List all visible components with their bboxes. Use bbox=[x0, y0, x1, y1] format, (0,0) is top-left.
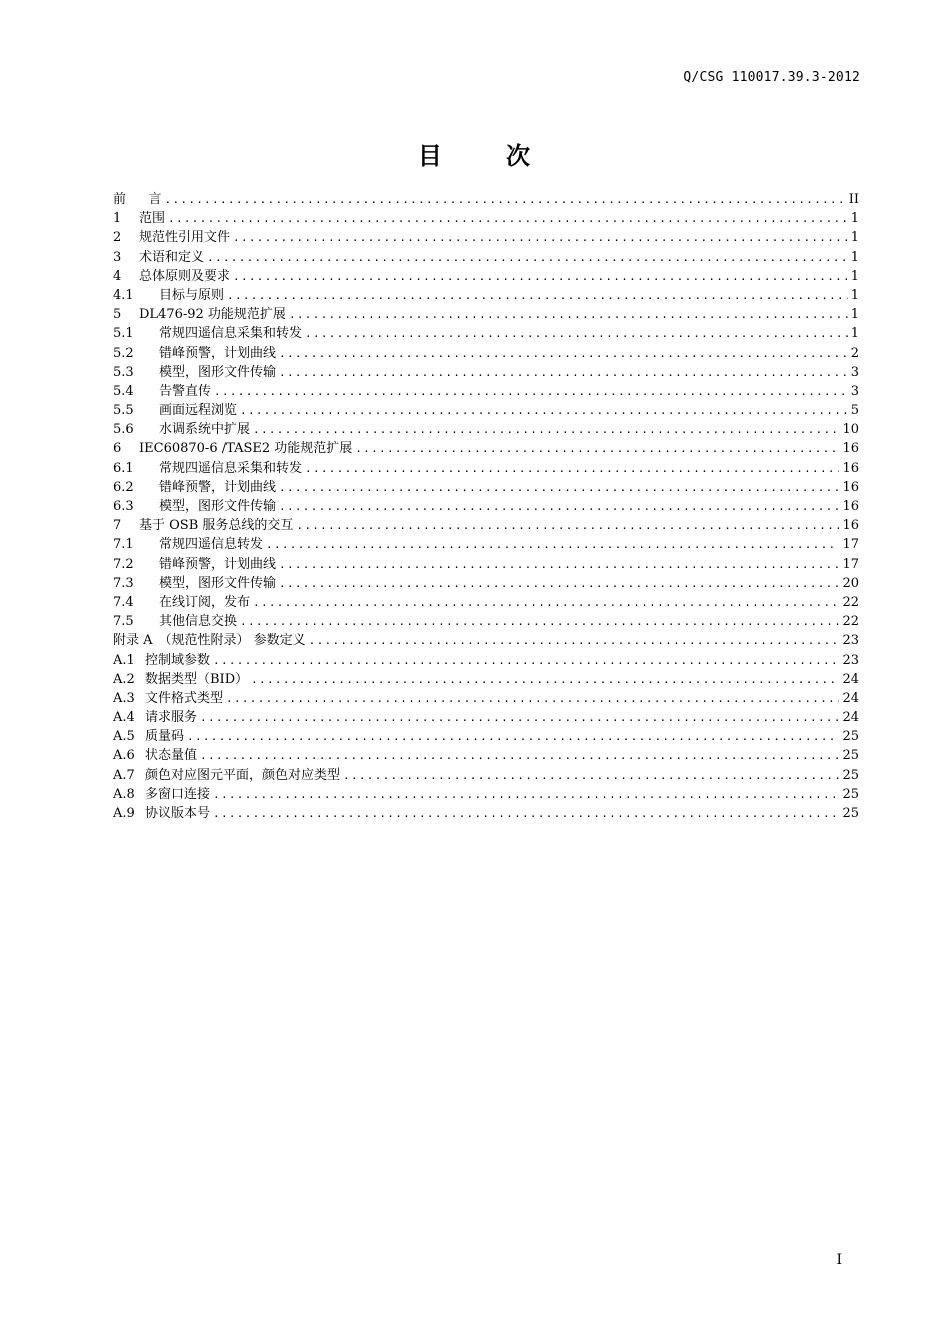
toc-entry[interactable] bbox=[113, 363, 859, 382]
toc-entry[interactable] bbox=[113, 593, 859, 612]
toc-entry-number: 5.2 bbox=[113, 345, 134, 361]
toc-entry[interactable] bbox=[113, 804, 859, 823]
toc-entry-number: A.5 bbox=[113, 729, 135, 745]
toc-entry-number: 7.3 bbox=[113, 575, 134, 591]
toc-entry-page: 1 bbox=[850, 307, 859, 323]
toc-entry[interactable] bbox=[113, 670, 859, 689]
page-number: I bbox=[836, 1252, 842, 1268]
toc-entry-label: 错峰预警，计划曲线 bbox=[159, 345, 277, 361]
toc-entry-label: 控制域参数 bbox=[145, 652, 211, 668]
toc-entry[interactable] bbox=[113, 497, 859, 516]
toc-entry-label: 目标与原则 bbox=[159, 287, 225, 303]
toc-entry-number: 6 bbox=[113, 441, 122, 457]
toc-entry[interactable] bbox=[113, 746, 859, 765]
toc-entry-label: 告警直传 bbox=[159, 383, 212, 399]
toc-entry-label: 错峰预警，计划曲线 bbox=[159, 556, 277, 572]
toc-entry-number: 4 bbox=[113, 268, 122, 284]
toc-entry-number: 6.1 bbox=[113, 460, 134, 476]
toc-entry-label: （规范性附录） 参数定义 bbox=[158, 633, 306, 649]
toc-dot-leader bbox=[200, 708, 839, 727]
toc-entry-number: 6.3 bbox=[113, 499, 134, 514]
toc-entry-label: 水调系统中扩展 bbox=[159, 422, 251, 438]
toc-entry-page: 2 bbox=[850, 345, 859, 361]
toc-dot-leader bbox=[213, 804, 839, 823]
toc-entry-label: 常规四遥信息采集和转发 bbox=[159, 326, 303, 342]
toc-entry[interactable] bbox=[113, 209, 859, 228]
toc-entry-page: 16 bbox=[842, 441, 859, 457]
toc-dot-leader bbox=[240, 612, 839, 631]
toc-entry-label: 数据类型（BID） bbox=[145, 671, 249, 687]
toc-entry-page: 16 bbox=[842, 460, 859, 476]
toc-entry-label: 在线订阅，发布 bbox=[159, 594, 251, 610]
toc-entry-label: 模型，图形文件传输 bbox=[159, 499, 277, 514]
toc-entry[interactable] bbox=[113, 478, 859, 497]
toc-entry-number: A.3 bbox=[113, 690, 135, 706]
toc-entry-page: 3 bbox=[850, 383, 859, 399]
toc-entry-page: 25 bbox=[842, 767, 859, 783]
toc-entry-number: 7.4 bbox=[113, 594, 134, 610]
toc-dot-leader bbox=[207, 248, 848, 267]
toc-entry-number: 7.1 bbox=[113, 537, 134, 553]
toc-entry-number: 7.2 bbox=[113, 556, 134, 572]
toc-entry-number: 5.3 bbox=[113, 364, 134, 380]
toc-entry[interactable] bbox=[113, 555, 859, 574]
toc-entry-label: 画面远程浏览 bbox=[159, 403, 238, 419]
toc-title: 目 次 bbox=[417, 142, 533, 170]
toc-entry[interactable] bbox=[113, 535, 859, 554]
toc-entry-number: A.9 bbox=[113, 806, 135, 821]
toc-entry[interactable] bbox=[113, 689, 859, 708]
toc-entry-label: 总体原则及要求 bbox=[139, 268, 231, 284]
toc-entry-page: 20 bbox=[842, 575, 859, 591]
toc-entry-page: 25 bbox=[842, 729, 859, 745]
table-of-contents bbox=[113, 190, 859, 823]
toc-dot-leader bbox=[253, 593, 839, 612]
toc-dot-leader bbox=[279, 555, 839, 574]
toc-entry-number: 4.1 bbox=[113, 287, 134, 303]
toc-dot-leader bbox=[343, 766, 839, 785]
toc-dot-leader bbox=[251, 670, 839, 689]
toc-dot-leader bbox=[305, 324, 848, 343]
toc-entry[interactable] bbox=[113, 190, 859, 209]
toc-entry-number: 5.1 bbox=[113, 326, 134, 342]
toc-dot-leader bbox=[226, 689, 839, 708]
toc-entry-number: 5.6 bbox=[113, 422, 134, 438]
toc-dot-leader bbox=[289, 305, 848, 324]
toc-entry[interactable] bbox=[113, 267, 859, 286]
toc-entry[interactable] bbox=[113, 324, 859, 343]
toc-dot-leader bbox=[213, 785, 839, 804]
toc-dot-leader bbox=[279, 478, 839, 497]
toc-entry[interactable] bbox=[113, 382, 859, 401]
toc-entry[interactable] bbox=[113, 612, 859, 631]
toc-entry-label: 颜色对应图元平面，颜色对应类型 bbox=[145, 767, 341, 783]
toc-entry-number: A.1 bbox=[113, 652, 135, 668]
toc-dot-leader bbox=[309, 631, 840, 650]
toc-entry-page: 1 bbox=[850, 230, 859, 246]
toc-entry-page: 5 bbox=[850, 403, 859, 419]
toc-entry-page: 24 bbox=[842, 690, 859, 706]
toc-entry[interactable] bbox=[113, 785, 859, 804]
toc-entry-page: 16 bbox=[842, 499, 859, 514]
toc-dot-leader bbox=[233, 228, 848, 247]
toc-entry[interactable] bbox=[113, 248, 859, 267]
toc-entry[interactable] bbox=[113, 631, 859, 650]
toc-dot-leader bbox=[279, 363, 848, 382]
standard-code: Q/CSG 110017.39.3-2012 bbox=[683, 70, 860, 85]
toc-entry-number: A.2 bbox=[113, 671, 135, 687]
toc-dot-leader bbox=[200, 746, 839, 765]
toc-entry-number: 附录 A bbox=[113, 633, 153, 649]
toc-entry-page: 1 bbox=[850, 249, 859, 265]
toc-entry[interactable] bbox=[113, 766, 859, 785]
toc-dot-leader bbox=[165, 190, 846, 209]
toc-entry-label: 常规四遥信息转发 bbox=[159, 537, 264, 553]
toc-entry-label: 错峰预警，计划曲线 bbox=[159, 479, 277, 495]
toc-entry-page: 16 bbox=[842, 518, 859, 534]
toc-dot-leader bbox=[355, 439, 839, 458]
toc-entry-page: 1 bbox=[850, 287, 859, 303]
toc-entry[interactable] bbox=[113, 708, 859, 727]
toc-entry-page: 24 bbox=[842, 710, 859, 726]
toc-entry-number: 6.2 bbox=[113, 479, 134, 495]
toc-entry-label: 文件格式类型 bbox=[145, 690, 224, 706]
toc-entry-label: 状态量值 bbox=[145, 748, 198, 764]
toc-dot-leader bbox=[296, 516, 839, 535]
toc-dot-leader bbox=[279, 574, 839, 593]
toc-entry-label: 多窗口连接 bbox=[145, 786, 211, 802]
toc-entry[interactable] bbox=[113, 574, 859, 593]
toc-entry-number: 5 bbox=[113, 307, 122, 323]
toc-entry-number: 5.5 bbox=[113, 403, 134, 419]
toc-entry-page: II bbox=[848, 192, 859, 207]
toc-entry-label: 模型，图形文件传输 bbox=[159, 364, 277, 380]
toc-entry[interactable] bbox=[113, 344, 859, 363]
toc-dot-leader bbox=[253, 420, 839, 439]
toc-dot-leader bbox=[187, 727, 839, 746]
toc-entry-number: A.7 bbox=[113, 767, 135, 783]
toc-entry-page: 1 bbox=[850, 268, 859, 284]
toc-entry-number: A.6 bbox=[113, 748, 135, 764]
toc-entry-page: 17 bbox=[842, 556, 859, 572]
toc-entry-label: 常规四遥信息采集和转发 bbox=[159, 460, 303, 476]
toc-entry-label: 言 bbox=[132, 192, 162, 207]
toc-entry-page: 16 bbox=[842, 479, 859, 495]
toc-entry[interactable] bbox=[113, 228, 859, 247]
toc-entry-number: 7.5 bbox=[113, 614, 134, 630]
toc-entry[interactable] bbox=[113, 439, 859, 458]
toc-entry-page: 1 bbox=[850, 211, 859, 227]
toc-entry-label: 基于 OSB 服务总线的交互 bbox=[139, 518, 294, 534]
toc-entry-page: 22 bbox=[842, 614, 859, 630]
toc-entry-page: 17 bbox=[842, 537, 859, 553]
toc-entry-page: 25 bbox=[842, 786, 859, 802]
toc-dot-leader bbox=[214, 382, 848, 401]
toc-entry[interactable] bbox=[113, 651, 859, 670]
toc-entry-label: IEC60870-6 /TASE2 功能规范扩展 bbox=[139, 441, 353, 457]
toc-entry[interactable] bbox=[113, 459, 859, 478]
toc-dot-leader bbox=[279, 344, 848, 363]
toc-entry-page: 25 bbox=[842, 806, 859, 821]
toc-entry-page: 22 bbox=[842, 594, 859, 610]
toc-entry-label: 规范性引用文件 bbox=[139, 230, 231, 246]
toc-entry-number: 3 bbox=[113, 249, 122, 265]
toc-dot-leader bbox=[279, 497, 839, 516]
toc-entry-number: 5.4 bbox=[113, 383, 134, 399]
toc-entry[interactable] bbox=[113, 516, 859, 535]
toc-entry[interactable] bbox=[113, 401, 859, 420]
toc-entry-number: 1 bbox=[113, 211, 122, 227]
toc-entry-page: 10 bbox=[842, 422, 859, 438]
toc-entry[interactable] bbox=[113, 420, 859, 439]
toc-dot-leader bbox=[227, 286, 848, 305]
toc-entry-label: 其他信息交换 bbox=[159, 614, 238, 630]
toc-entry-page: 23 bbox=[842, 652, 859, 668]
toc-entry-label: 请求服务 bbox=[145, 710, 198, 726]
toc-entry-number: 7 bbox=[113, 518, 122, 534]
toc-entry-label: 范围 bbox=[139, 211, 166, 227]
toc-entry-page: 24 bbox=[842, 671, 859, 687]
toc-entry-page: 25 bbox=[842, 748, 859, 764]
toc-dot-leader bbox=[213, 651, 839, 670]
toc-entry-label: DL476-92 功能规范扩展 bbox=[139, 307, 286, 323]
toc-dot-leader bbox=[240, 401, 848, 420]
toc-entry-label: 模型，图形文件传输 bbox=[159, 575, 277, 591]
toc-entry-number: A.8 bbox=[113, 786, 135, 802]
toc-entry-page: 23 bbox=[842, 633, 859, 649]
toc-entry-label: 协议版本号 bbox=[145, 806, 211, 821]
toc-entry[interactable] bbox=[113, 305, 859, 324]
toc-entry-label: 术语和定义 bbox=[139, 249, 205, 265]
toc-dot-leader bbox=[168, 209, 848, 228]
toc-entry-page: 1 bbox=[850, 326, 859, 342]
toc-entry[interactable] bbox=[113, 727, 859, 746]
toc-entry-number: 2 bbox=[113, 230, 122, 246]
toc-entry-page: 3 bbox=[850, 364, 859, 380]
toc-entry-label: 质量码 bbox=[145, 729, 185, 745]
toc-dot-leader bbox=[233, 267, 848, 286]
toc-dot-leader bbox=[266, 535, 839, 554]
toc-entry-number: 前 bbox=[113, 192, 127, 207]
toc-entry[interactable] bbox=[113, 286, 859, 305]
toc-dot-leader bbox=[305, 459, 839, 478]
toc-entry-number: A.4 bbox=[113, 710, 135, 726]
